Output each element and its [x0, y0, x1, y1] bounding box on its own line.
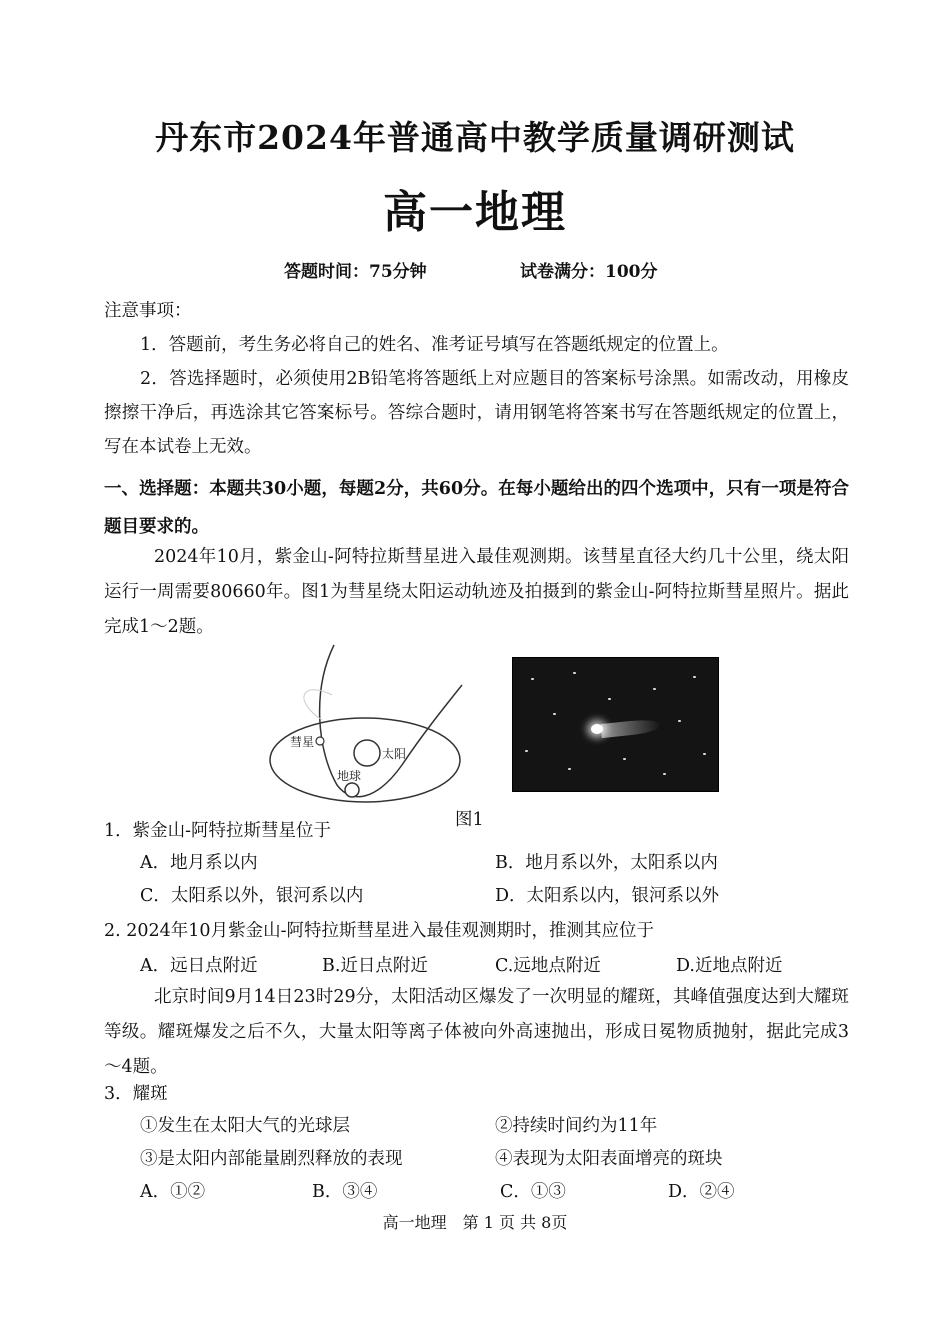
q2-option-c: C.远地点附近: [495, 956, 601, 976]
star-dot: [703, 753, 706, 755]
q3-statement-1: ①发生在太阳大气的光球层: [140, 1116, 350, 1136]
star-dot: [568, 768, 571, 770]
label-comet: 彗星: [290, 735, 315, 749]
exam-title: 丹东市2024年普通高中教学质量调研测试: [155, 118, 795, 157]
star-dot: [553, 713, 556, 715]
sun-circle: [354, 740, 380, 766]
q1-option-d: D．太阳系以内，银河系以外: [495, 886, 720, 906]
q1-stem: 1．紫金山-阿特拉斯彗星位于: [104, 821, 332, 841]
section-heading: 一、选择题：本题共30小题，每题2分，共60分。在每小题给出的四个选项中，只有一项是符合题目要求的。: [104, 479, 849, 537]
page-footer: 高一地理 第 1 页 共 8页: [382, 1213, 568, 1232]
star-dot: [531, 678, 534, 680]
orbit-diagram: [262, 640, 482, 810]
q2-option-a: A．远日点附近: [140, 956, 258, 976]
label-sun: 太阳: [382, 747, 407, 761]
figure-caption: 图1: [455, 810, 484, 830]
q2-stem: 2. 2024年10月紫金山-阿特拉斯彗星进入最佳观测期时，推测其应位于: [104, 921, 654, 941]
q3-option-b: B．③④: [312, 1182, 378, 1202]
q1-option-a: A．地月系以内: [140, 853, 258, 873]
passage-2: 北京时间9月14日23时29分，太阳活动区爆发了一次明显的耀斑，其峰值强度达到大耀斑等级。耀斑爆发之后不久，大量太阳等离子体被向外高速抛出，形成日冕物质抛射，据此完成3～4题。: [104, 987, 849, 1077]
comet-marker: [316, 737, 324, 745]
q3-statement-3: ③是太阳内部能量剧烈释放的表现: [140, 1149, 403, 1169]
comet-tail: [600, 718, 661, 738]
label-earth: 地球: [337, 769, 362, 783]
star-dot: [525, 750, 528, 752]
q1-option-b: B．地月系以外，太阳系以内: [495, 853, 718, 873]
q3-stem: 3．耀斑: [104, 1084, 168, 1104]
comet-photo: [512, 657, 719, 792]
q2-option-b: B.近日点附近: [322, 956, 428, 976]
q3-statement-2: ②持续时间约为11年: [495, 1116, 658, 1136]
exam-score: 试卷满分：100分: [520, 262, 658, 282]
q3-option-d: D．②④: [668, 1182, 735, 1202]
exam-time: 答题时间：75分钟: [284, 262, 427, 282]
passage-1: 2024年10月，紫金山-阿特拉斯彗星进入最佳观测期。该彗星直径大约几十公里，绕太阳运行一周需要80660年。图1为彗星绕太阳运动轨迹及拍摄到的紫金山-阿特拉斯彗星照片。据此完成1～2题。: [104, 547, 849, 637]
notice-heading: 注意事项：: [104, 301, 192, 321]
star-dot: [678, 720, 681, 722]
star-dot: [608, 698, 611, 700]
notice-item-1: 1．答题前，考生务必将自己的姓名、准考证号填写在答题纸规定的位置上。: [140, 335, 729, 355]
q1-option-c: C．太阳系以外，银河系以内: [140, 886, 364, 906]
star-dot: [653, 688, 656, 690]
q3-option-c: C．①③: [500, 1182, 566, 1202]
q3-option-a: A．①②: [140, 1182, 206, 1202]
star-dot: [663, 773, 666, 775]
star-dot: [623, 758, 626, 760]
q3-statement-4: ④表现为太阳表面增亮的斑块: [495, 1149, 723, 1169]
earth-circle: [345, 783, 359, 797]
faint-curve: [304, 690, 332, 720]
notice-item-2: 2．答选择题时，必须使用2B铅笔将答题纸上对应题目的答案标号涂黑。如需改动，用橡皮擦擦干净后，再选涂其它答案标号。答综合题时，请用钢笔将答案书写在答题纸规定的位置上，写在本试卷上无效。: [104, 369, 849, 457]
subject-title: 高一地理: [383, 187, 567, 238]
q2-option-d: D.近地点附近: [676, 956, 783, 976]
star-dot: [693, 676, 696, 678]
star-dot: [573, 672, 576, 674]
